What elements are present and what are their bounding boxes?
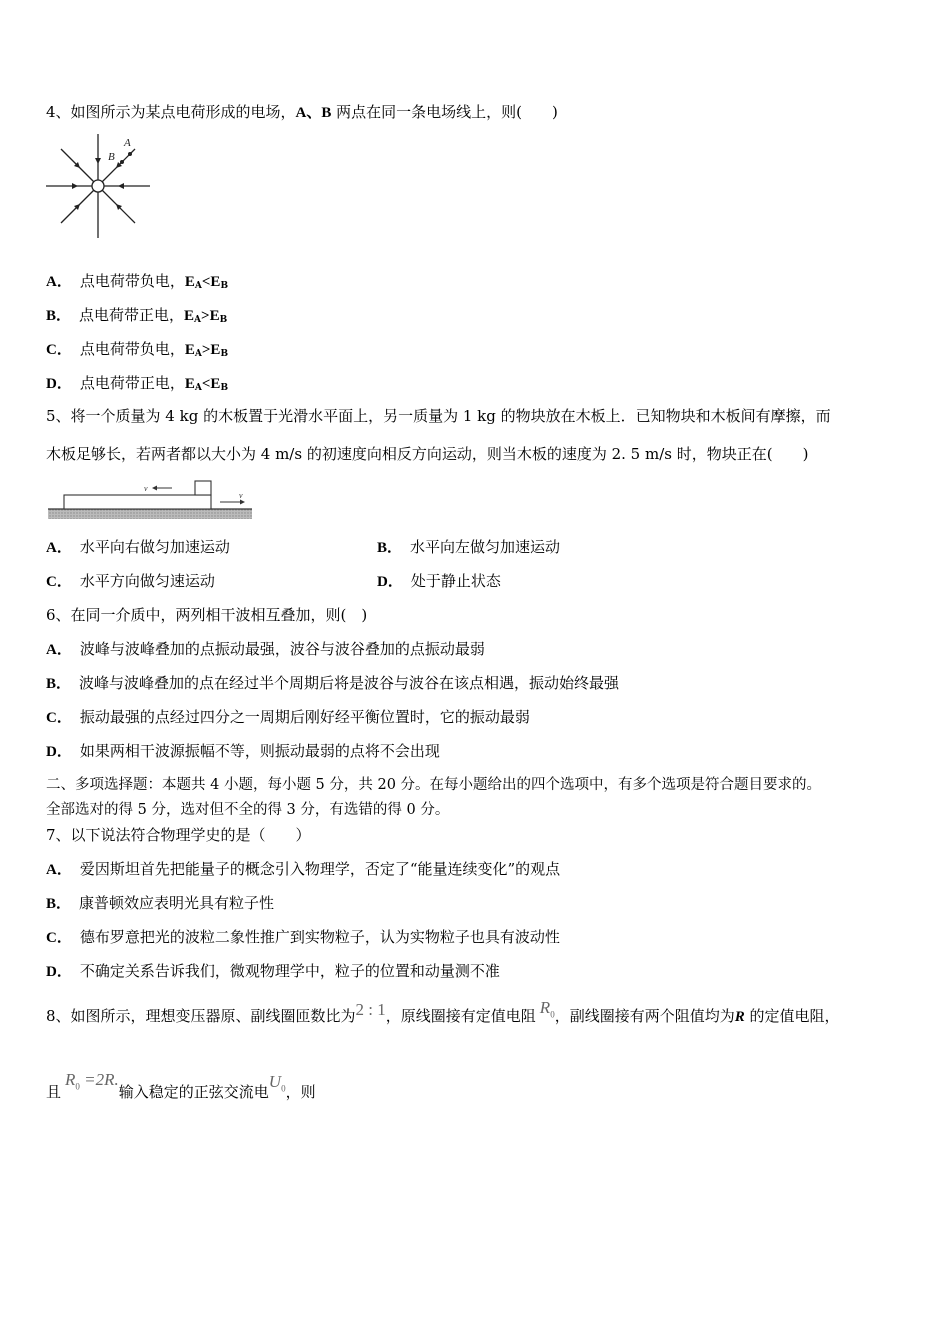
q6-option-d[interactable] — [46, 741, 440, 762]
equation-rest: =2R. — [79, 1070, 119, 1089]
q5-option-d[interactable] — [377, 571, 501, 592]
q7-option-d[interactable] — [46, 961, 500, 982]
option-text: 爱因斯坦首先把能量子的概念引入物理学，否定了“能量连续变化”的观点 — [79, 860, 561, 878]
option-text: 点电荷带负电， — [79, 272, 185, 290]
option-text: 点电荷带正电， — [79, 374, 185, 392]
option-label: B． — [46, 896, 72, 912]
option-label: A． — [46, 862, 72, 878]
q8-text: 输入稳定的正弦交流电 — [118, 1083, 269, 1101]
section2-instructions-line2: 全部选对的得 5 分，选对但不全的得 3 分，有选错的得 0 分。 — [46, 802, 450, 818]
q5-stem-line1: 5、将一个质量为 4 kg 的木板置于光滑水平面上，另一质量为 1 kg 的物块放在木板上．已知物块和木板间有摩擦，而 — [46, 407, 831, 425]
voltage-u0-symbol: U — [268, 1072, 282, 1091]
q5-option-c[interactable] — [46, 571, 215, 592]
option-text: 振动最强的点经过四分之一周期后刚好经平衡位置时，它的振动最弱 — [79, 708, 530, 726]
subscript: B — [220, 349, 229, 359]
field-symbol: E — [209, 308, 220, 324]
subscript: B — [220, 383, 229, 393]
option-label: D． — [46, 376, 72, 392]
q5-option-a[interactable] — [46, 537, 230, 558]
option-label: A． — [46, 642, 72, 658]
option-label: B． — [46, 308, 72, 324]
q4-stem-points: A、B — [295, 105, 332, 121]
option-label: A． — [46, 540, 72, 556]
option-label: B． — [377, 540, 403, 556]
option-text: 波峰与波峰叠加的点在经过半个周期后将是波谷与波谷在该点相遇，振动始终最强 — [79, 674, 620, 692]
option-text: 如果两相干波源振幅不等，则振动最弱的点将不会出现 — [79, 742, 440, 760]
q5-stem-line2: 木板足够长，若两者都以大小为 4 m/s 的初速度向相反方向运动，则当木板的速度为 2. 5 m/s 时，物块正在( ) — [46, 445, 809, 463]
option-text: 处于静止状态 — [410, 572, 501, 590]
relation: < — [201, 274, 211, 290]
option-text: 点电荷带负电， — [79, 340, 185, 358]
plank-velocity-label: v — [239, 491, 243, 500]
option-label: A． — [46, 274, 72, 290]
field-symbol: E — [184, 376, 195, 392]
option-text: 不确定关系告诉我们，微观物理学中，粒子的位置和动量测不准 — [79, 962, 500, 980]
subscript: 0 — [281, 1083, 286, 1094]
q6-option-c[interactable] — [46, 707, 530, 728]
relation: > — [201, 342, 211, 358]
resistor-r0-symbol: R — [65, 1070, 76, 1089]
option-label: C． — [46, 342, 72, 358]
q7-option-b[interactable] — [46, 893, 274, 914]
relation: > — [201, 308, 210, 324]
q4-stem — [46, 102, 558, 123]
option-label: B． — [46, 676, 72, 692]
q4-option-b[interactable] — [46, 305, 227, 330]
q4-stem-suffix: 两点在同一条电场线上，则( ) — [331, 103, 558, 121]
point-b-label: B — [108, 151, 115, 163]
option-label: D． — [377, 574, 403, 590]
subscript: B — [219, 315, 228, 325]
q8-text: ，副线圈接有两个阻值均为 — [554, 1007, 735, 1025]
q7-stem: 7、以下说法符合物理学史的是（ ） — [46, 826, 311, 844]
option-text: 波峰与波峰叠加的点振动最强，波谷与波谷叠加的点振动最弱 — [79, 640, 485, 658]
field-symbol: E — [184, 308, 195, 324]
q8-stem-line1 — [46, 998, 840, 1032]
option-text: 点电荷带正电， — [79, 306, 185, 324]
option-label: D． — [46, 744, 72, 760]
option-label: D． — [46, 964, 72, 980]
q8-text: ，原线圈接有定值电阻 — [385, 1007, 536, 1025]
option-text: 德布罗意把光的波粒二象性推广到实物粒子，认为实物粒子也具有波动性 — [79, 928, 560, 946]
field-symbol: E — [184, 274, 195, 290]
q8-stem-line2 — [46, 1070, 316, 1108]
option-text: 水平向左做匀加速运动 — [410, 538, 561, 556]
subscript: 0 — [550, 1009, 555, 1020]
section2-instructions-line1: 二、多项选择题：本题共 4 小题，每小题 5 分，共 20 分。在每小题给出的四个选项中，有多个选项是符合题目要求的。 — [46, 777, 822, 793]
field-symbol: E — [184, 342, 195, 358]
q6-stem: 6、在同一介质中，两列相干波相互叠加，则( ) — [46, 606, 368, 624]
plank-block-figure — [46, 476, 256, 522]
q7-option-a[interactable] — [46, 859, 560, 880]
block-velocity-label: v — [144, 484, 148, 493]
electric-field-figure — [44, 132, 152, 240]
q8-text: 且 — [46, 1083, 62, 1101]
q4-stem-prefix: 4、如图所示为某点电荷形成的电场， — [46, 103, 296, 121]
resistor-r0-symbol: R — [539, 998, 551, 1017]
option-label: C． — [46, 574, 72, 590]
q6-option-b[interactable] — [46, 673, 619, 694]
turns-ratio: 2 : 1 — [355, 1000, 386, 1019]
subscript: A — [194, 383, 202, 393]
option-label: C． — [46, 710, 72, 726]
option-text: 水平方向做匀速运动 — [79, 572, 215, 590]
relation: < — [201, 376, 211, 392]
option-label: C． — [46, 930, 72, 946]
q4-option-c[interactable] — [46, 339, 228, 364]
q6-option-a[interactable] — [46, 639, 485, 660]
q4-option-a[interactable] — [46, 271, 228, 296]
subscript: A — [194, 315, 202, 325]
field-symbol: E — [210, 376, 221, 392]
q8-text: 8、如图所示，理想变压器原、副线圈匝数比为 — [46, 1007, 356, 1025]
option-text: 水平向右做匀加速运动 — [79, 538, 230, 556]
field-symbol: E — [210, 274, 221, 290]
subscript: A — [194, 281, 202, 291]
q7-option-c[interactable] — [46, 927, 560, 948]
q5-option-b[interactable] — [377, 537, 560, 558]
field-symbol: E — [210, 342, 221, 358]
point-a-label: A — [124, 137, 131, 149]
q8-text: 的定值电阻， — [744, 1007, 840, 1025]
resistor-r-symbol: R — [734, 1009, 745, 1025]
subscript: 0 — [75, 1081, 80, 1092]
q4-option-d[interactable] — [46, 373, 228, 398]
subscript: A — [194, 349, 202, 359]
q8-text: ，则 — [285, 1083, 316, 1101]
option-text: 康普顿效应表明光具有粒子性 — [79, 894, 275, 912]
subscript: B — [220, 281, 229, 291]
